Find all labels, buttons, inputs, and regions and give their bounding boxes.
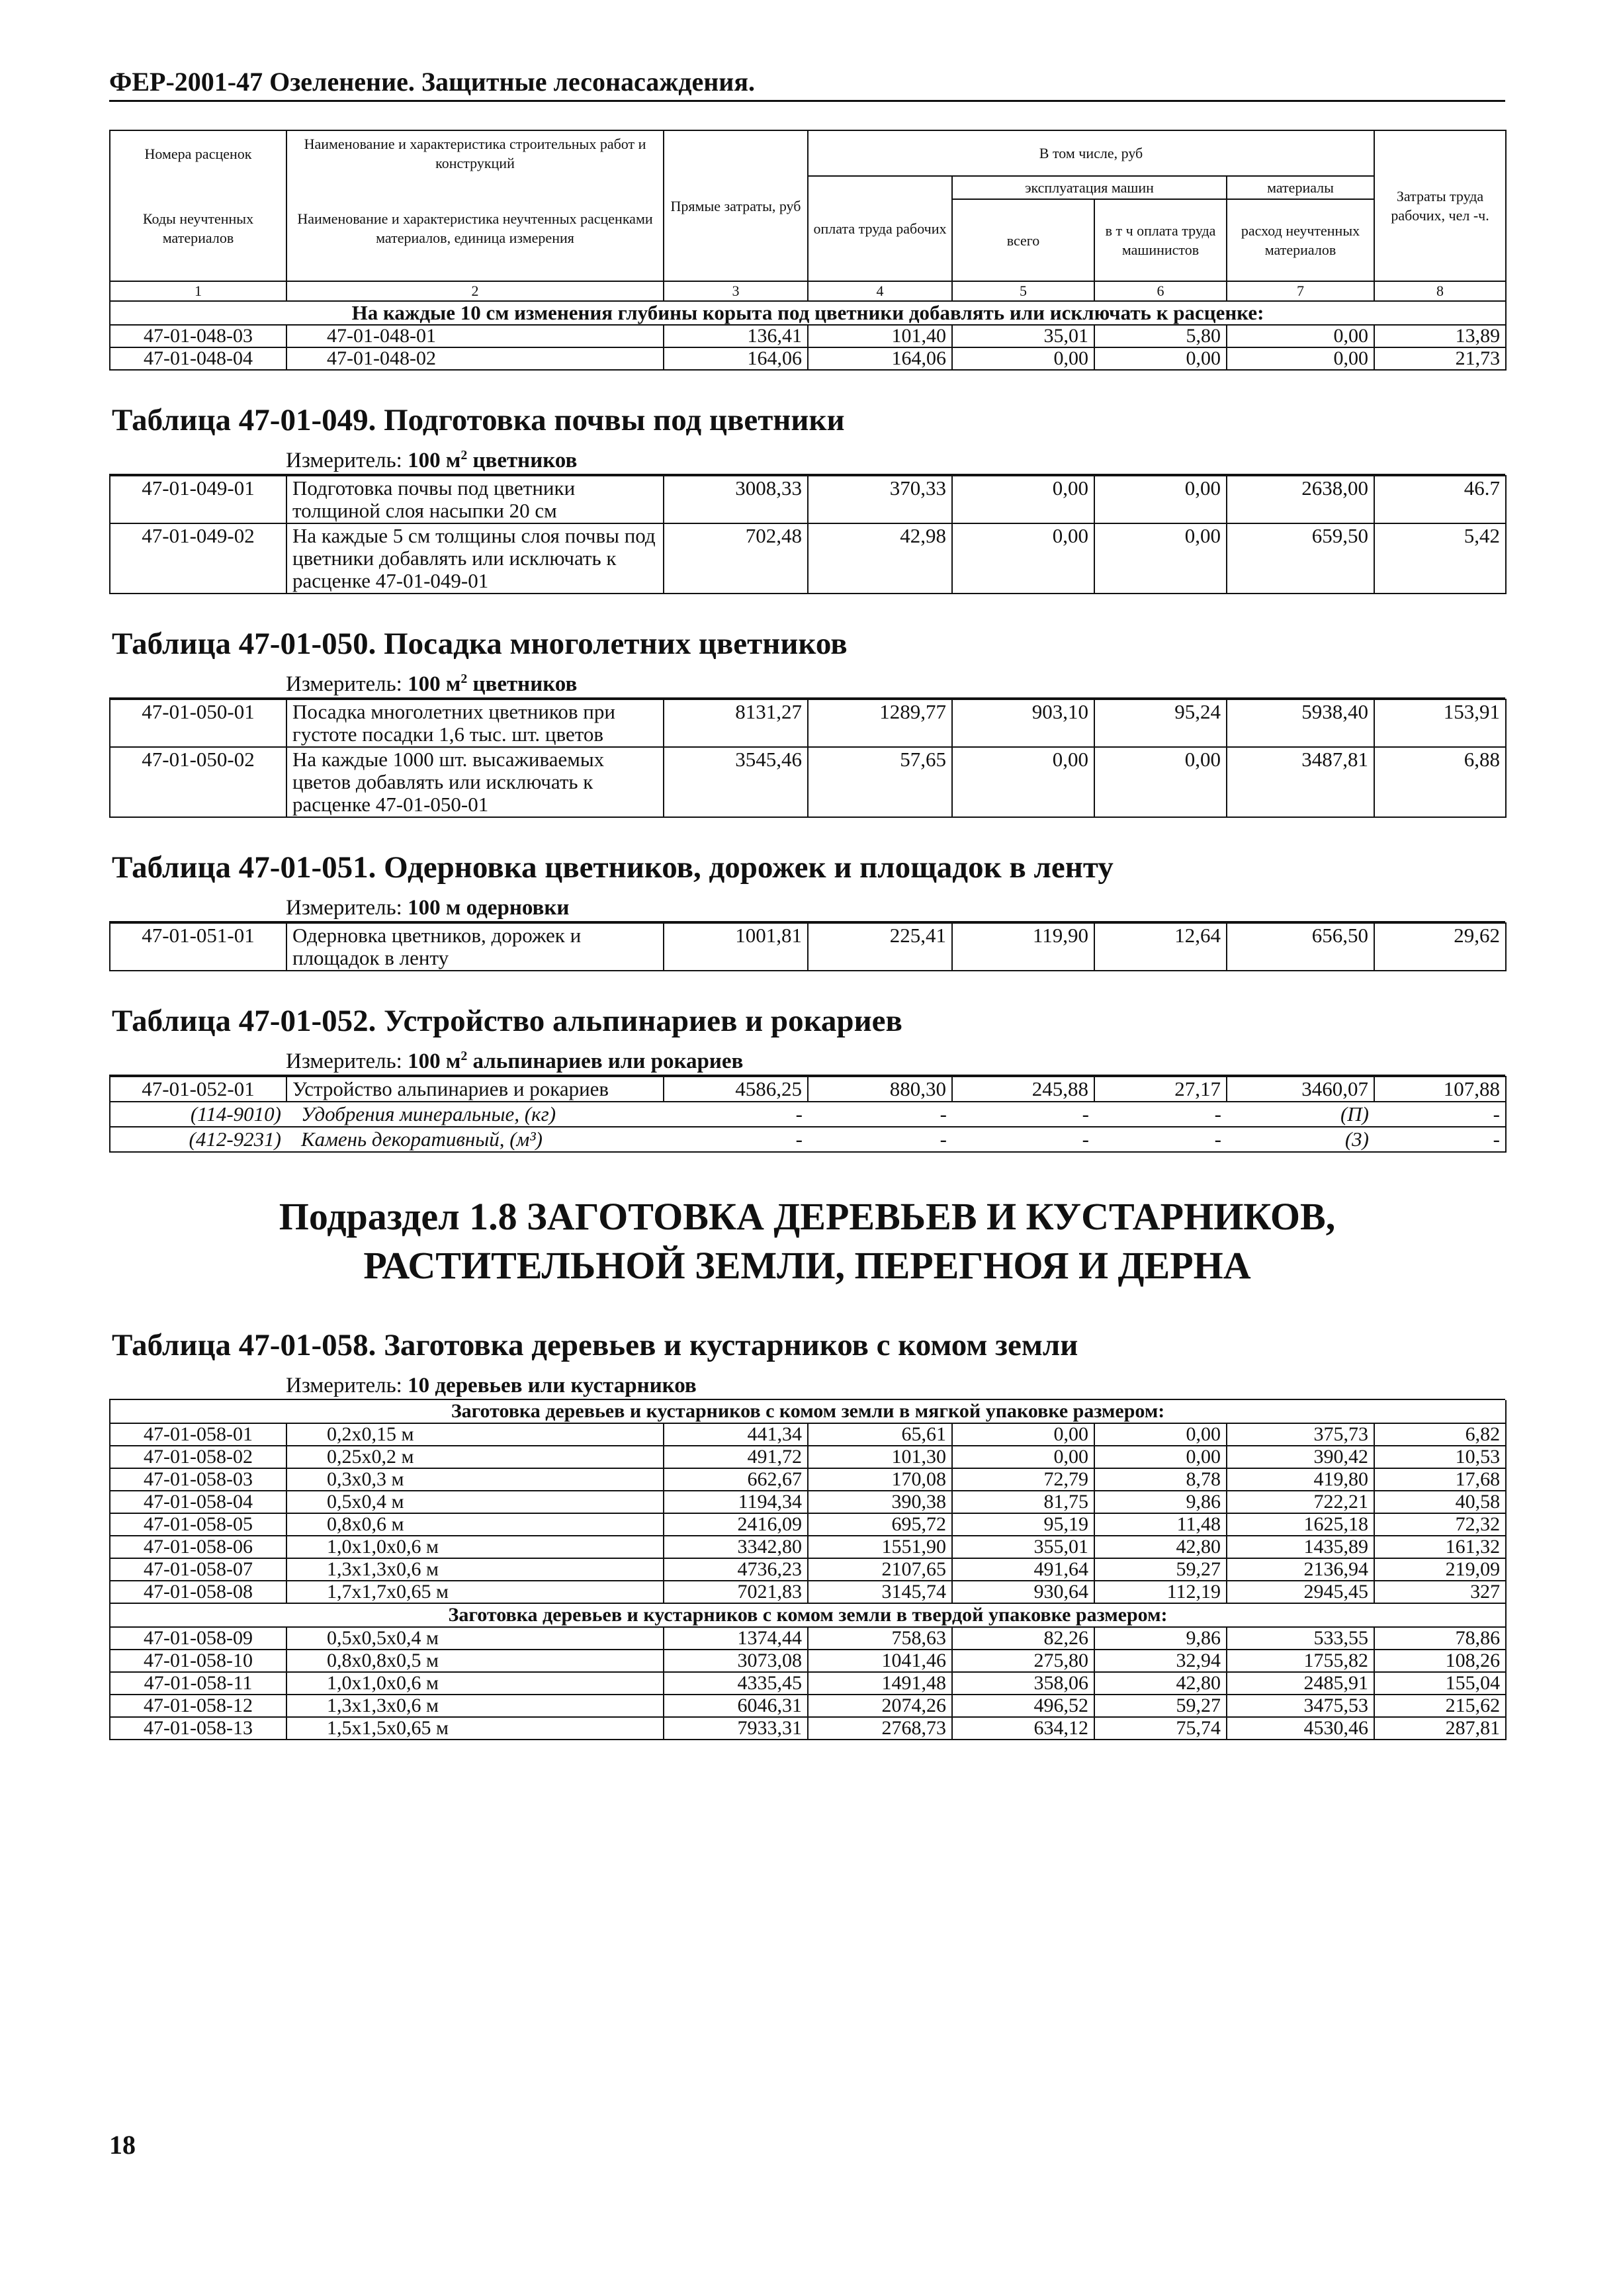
- col-labor-costs: Затраты труда рабочих, чел -ч.: [1374, 130, 1506, 281]
- col-direct-costs: Прямые затраты, руб: [664, 130, 808, 281]
- machines-total-cell: 0,00: [952, 1446, 1094, 1468]
- machinist-wages-cell: 42,80: [1094, 1672, 1227, 1695]
- table-051-measure: Измеритель: 100 м одерновки: [109, 895, 1505, 922]
- worker-wages-cell: 1289,77: [808, 699, 952, 747]
- machinist-wages-cell: 32,94: [1094, 1650, 1227, 1672]
- direct-costs-cell: 3545,46: [664, 747, 808, 817]
- worker-wages-cell: 695,72: [808, 1513, 952, 1536]
- size-cell: 1,3х1,3х0,6 м: [286, 1695, 664, 1717]
- rate-name-cell: Устройство альпинариев и рокариев: [286, 1077, 664, 1102]
- direct-costs-cell: 6046,31: [664, 1695, 808, 1717]
- machines-total-cell: 0,00: [952, 476, 1094, 523]
- machinist-wages-cell: 75,74: [1094, 1717, 1227, 1740]
- table-050-title: Таблица 47-01-050. Посадка многолетних цветников: [112, 627, 848, 661]
- materials-cost-cell: 1755,82: [1227, 1650, 1374, 1672]
- table-049-measure: Измеритель: 100 $м^2$ цветников: [109, 447, 1505, 475]
- material-direct-costs-cell: -: [664, 1102, 808, 1127]
- table-048-continuation: [109, 302, 1507, 371]
- worker-wages-cell: 1041,46: [808, 1650, 952, 1672]
- machines-total-cell: 119,90: [952, 923, 1094, 971]
- material-machines-total-cell: -: [952, 1102, 1094, 1127]
- material-labor-costs-cell: -: [1374, 1102, 1506, 1127]
- machinist-wages-cell: 59,27: [1094, 1695, 1227, 1717]
- material-machinist-wages-cell: -: [1094, 1102, 1227, 1127]
- machines-total-cell: 355,01: [952, 1536, 1094, 1558]
- column-numbers-row: [110, 281, 1506, 301]
- size-cell: 0,3х0,3 м: [286, 1468, 664, 1491]
- rate-code-cell: 47-01-058-13: [110, 1717, 286, 1740]
- material-machines-total-cell: -: [952, 1127, 1094, 1152]
- machinist-wages-cell: 0,00: [1094, 747, 1227, 817]
- rate-code-cell: 47-01-058-03: [110, 1468, 286, 1491]
- size-cell: 0,8х0,8х0,5 м: [286, 1650, 664, 1672]
- rate-code-cell: 47-01-058-04: [110, 1491, 286, 1513]
- table-row: [110, 699, 1506, 747]
- col-rate-numbers: Номера расценок: [110, 130, 286, 176]
- material-worker-wages-cell: -: [808, 1127, 952, 1152]
- rate-code-cell: 47-01-058-10: [110, 1650, 286, 1672]
- machines-total-cell: 0,00: [952, 523, 1094, 594]
- direct-costs-cell: 1194,34: [664, 1491, 808, 1513]
- rate-code-cell: 47-01-058-05: [110, 1513, 286, 1536]
- worker-wages-cell: 390,38: [808, 1491, 952, 1513]
- machines-total-cell: 491,64: [952, 1558, 1094, 1581]
- rate-code-cell: 47-01-048-03: [110, 325, 286, 347]
- group-soft-packing: Заготовка деревьев и кустарников с комом земли в мягкой упаковке размером:: [110, 1400, 1506, 1423]
- rate-name-cell: 47-01-048-01: [286, 325, 664, 347]
- table-052-measure: Измеритель: 100 $м^2$ альпинариев или рокариев: [109, 1048, 1505, 1076]
- direct-costs-cell: 7933,31: [664, 1717, 808, 1740]
- material-machinist-wages-cell: -: [1094, 1127, 1227, 1152]
- materials-cost-cell: 419,80: [1227, 1468, 1374, 1491]
- labor-costs-cell: 10,53: [1374, 1446, 1506, 1468]
- rate-name-cell: На каждые 1000 шт. высаживаемых цветов добавлять или исключать к расценке 47-01-050-01: [286, 747, 664, 817]
- materials-cost-cell: 3460,07: [1227, 1077, 1374, 1102]
- materials-cost-cell: 659,50: [1227, 523, 1374, 594]
- rate-code-cell: 47-01-058-09: [110, 1627, 286, 1650]
- worker-wages-cell: 758,63: [808, 1627, 952, 1650]
- machines-total-cell: 496,52: [952, 1695, 1094, 1717]
- labor-costs-cell: 40,58: [1374, 1491, 1506, 1513]
- direct-costs-cell: 2416,09: [664, 1513, 808, 1536]
- materials-cost-cell: 3487,81: [1227, 747, 1374, 817]
- material-rate-name-cell: Удобрения минеральные, (кг): [286, 1102, 664, 1127]
- table-051: [109, 922, 1507, 971]
- machines-total-cell: 358,06: [952, 1672, 1094, 1695]
- size-cell: 0,2х0,15 м: [286, 1423, 664, 1446]
- labor-costs-cell: 219,09: [1374, 1558, 1506, 1581]
- machines-total-cell: 81,75: [952, 1491, 1094, 1513]
- size-cell: 1,0х1,0х0,6 м: [286, 1672, 664, 1695]
- machines-total-cell: 903,10: [952, 699, 1094, 747]
- direct-costs-cell: 441,34: [664, 1423, 808, 1446]
- worker-wages-cell: 880,30: [808, 1077, 952, 1102]
- worker-wages-cell: 370,33: [808, 476, 952, 523]
- rate-code-cell: 47-01-058-02: [110, 1446, 286, 1468]
- machines-total-cell: 82,26: [952, 1627, 1094, 1650]
- labor-costs-cell: 72,32: [1374, 1513, 1506, 1536]
- table-row: [110, 1581, 1506, 1603]
- table-row: [110, 1513, 1506, 1536]
- table-row: [110, 523, 1506, 594]
- group-hard-packing: Заготовка деревьев и кустарников с комом земли в твердой упаковке размером:: [110, 1603, 1506, 1627]
- labor-costs-cell: 13,89: [1374, 325, 1506, 347]
- labor-costs-cell: 78,86: [1374, 1627, 1506, 1650]
- table-058-measure: Измеритель: 10 деревьев или кустарников: [109, 1372, 1505, 1400]
- column-number: 2: [286, 281, 664, 301]
- table-row: [110, 1717, 1506, 1740]
- table-050-measure: Измеритель: 100 $м^2$ цветников: [109, 671, 1505, 699]
- col-work-name: Наименование и характеристика строительных работ и конструкций: [286, 130, 664, 176]
- direct-costs-cell: 3342,80: [664, 1536, 808, 1558]
- materials-cost-cell: 0,00: [1227, 325, 1374, 347]
- machines-total-cell: 245,88: [952, 1077, 1094, 1102]
- labor-costs-cell: 46.7: [1374, 476, 1506, 523]
- rate-name-cell: На каждые 5 см толщины слоя почвы под цветники добавлять или исключать к расценке 47-01-049-01: [286, 523, 664, 594]
- machinist-wages-cell: 95,24: [1094, 699, 1227, 747]
- note-048: На каждые 10 см изменения глубины корыта под цветники добавлять или исключать к расценке:: [110, 302, 1506, 325]
- materials-cost-cell: 375,73: [1227, 1423, 1374, 1446]
- column-number: 5: [952, 281, 1094, 301]
- table-row: [110, 1558, 1506, 1581]
- machines-total-cell: 35,01: [952, 325, 1094, 347]
- rate-name-cell: Посадка многолетних цветников при густоте посадки 1,6 тыс. шт. цветов: [286, 699, 664, 747]
- materials-cost-cell: 2638,00: [1227, 476, 1374, 523]
- material-row: [110, 1127, 1506, 1152]
- table-052: [109, 1076, 1507, 1153]
- materials-cost-cell: 533,55: [1227, 1627, 1374, 1650]
- table-row: [110, 923, 1506, 971]
- material-row: [110, 1102, 1506, 1127]
- worker-wages-cell: 3145,74: [808, 1581, 952, 1603]
- machines-total-cell: 275,80: [952, 1650, 1094, 1672]
- machines-total-cell: 72,79: [952, 1468, 1094, 1491]
- machinist-wages-cell: 0,00: [1094, 523, 1227, 594]
- direct-costs-cell: 136,41: [664, 325, 808, 347]
- material-rate-code-cell: (412-9231): [110, 1127, 286, 1152]
- labor-costs-cell: 5,42: [1374, 523, 1506, 594]
- column-number: 1: [110, 281, 286, 301]
- table-row: [110, 1627, 1506, 1650]
- table-row: [110, 1423, 1506, 1446]
- rate-code-cell: 47-01-058-06: [110, 1536, 286, 1558]
- direct-costs-cell: 164,06: [664, 347, 808, 370]
- materials-cost-cell: 1625,18: [1227, 1513, 1374, 1536]
- size-cell: 1,5х1,5х0,65 м: [286, 1717, 664, 1740]
- machinist-wages-cell: 0,00: [1094, 476, 1227, 523]
- table-row: [110, 1536, 1506, 1558]
- direct-costs-cell: 4586,25: [664, 1077, 808, 1102]
- material-rate-code-cell: (114-9010): [110, 1102, 286, 1127]
- table-058-title: Таблица 47-01-058. Заготовка деревьев и кустарников с комом земли: [112, 1328, 1078, 1362]
- worker-wages-cell: 225,41: [808, 923, 952, 971]
- column-number: 6: [1094, 281, 1227, 301]
- direct-costs-cell: 4736,23: [664, 1558, 808, 1581]
- machinist-wages-cell: 9,86: [1094, 1491, 1227, 1513]
- machinist-wages-cell: 5,80: [1094, 325, 1227, 347]
- rate-code-cell: 47-01-052-01: [110, 1077, 286, 1102]
- table-row: [110, 1468, 1506, 1491]
- direct-costs-cell: 1001,81: [664, 923, 808, 971]
- direct-costs-cell: 491,72: [664, 1446, 808, 1468]
- worker-wages-cell: 1491,48: [808, 1672, 952, 1695]
- machines-total-cell: 0,00: [952, 1423, 1094, 1446]
- direct-costs-cell: 702,48: [664, 523, 808, 594]
- column-number: 7: [1227, 281, 1374, 301]
- worker-wages-cell: 1551,90: [808, 1536, 952, 1558]
- worker-wages-cell: 101,30: [808, 1446, 952, 1468]
- table-052-title: Таблица 47-01-052. Устройство альпинариев и рокариев: [112, 1004, 902, 1038]
- materials-cost-cell: 3475,53: [1227, 1695, 1374, 1717]
- direct-costs-cell: 3008,33: [664, 476, 808, 523]
- machinist-wages-cell: 11,48: [1094, 1513, 1227, 1536]
- rate-name-cell: Подготовка почвы под цветники толщиной слоя насыпки 20 см: [286, 476, 664, 523]
- labor-costs-cell: 155,04: [1374, 1672, 1506, 1695]
- table-051-title: Таблица 47-01-051. Одерновка цветников, дорожек и площадок в ленту: [112, 850, 1114, 885]
- col-materials: материалы: [1227, 176, 1374, 199]
- machinist-wages-cell: 0,00: [1094, 1446, 1227, 1468]
- machinist-wages-cell: 0,00: [1094, 1423, 1227, 1446]
- materials-cost-cell: 390,42: [1227, 1446, 1374, 1468]
- materials-cost-cell: 1435,89: [1227, 1536, 1374, 1558]
- size-cell: 0,5х0,4 м: [286, 1491, 664, 1513]
- table-row: [110, 1650, 1506, 1672]
- page-number: 18: [109, 2130, 136, 2160]
- table-row: [110, 1446, 1506, 1468]
- col-worker-wages: оплата труда рабочих: [808, 176, 952, 281]
- col-machine-operation: эксплуатация машин: [952, 176, 1227, 199]
- machinist-wages-cell: 9,86: [1094, 1627, 1227, 1650]
- table-058: [109, 1400, 1507, 1740]
- material-labor-costs-cell: -: [1374, 1127, 1506, 1152]
- material-direct-costs-cell: -: [664, 1127, 808, 1152]
- machinist-wages-cell: 12,64: [1094, 923, 1227, 971]
- labor-costs-cell: 327: [1374, 1581, 1506, 1603]
- labor-costs-cell: 161,32: [1374, 1536, 1506, 1558]
- material-worker-wages-cell: -: [808, 1102, 952, 1127]
- column-number: 4: [808, 281, 952, 301]
- rate-code-cell: 47-01-058-01: [110, 1423, 286, 1446]
- rate-code-cell: 47-01-049-01: [110, 476, 286, 523]
- material-materials-cost-cell: (П): [1227, 1102, 1374, 1127]
- materials-cost-cell: 656,50: [1227, 923, 1374, 971]
- labor-costs-cell: 29,62: [1374, 923, 1506, 971]
- worker-wages-cell: 170,08: [808, 1468, 952, 1491]
- col-machines-total: всего: [952, 199, 1094, 281]
- labor-costs-cell: 153,91: [1374, 699, 1506, 747]
- column-header-table: [109, 130, 1507, 302]
- labor-costs-cell: 215,62: [1374, 1695, 1506, 1717]
- materials-cost-cell: 2485,91: [1227, 1672, 1374, 1695]
- rate-code-cell: 47-01-050-01: [110, 699, 286, 747]
- labor-costs-cell: 107,88: [1374, 1077, 1506, 1102]
- machinist-wages-cell: 8,78: [1094, 1468, 1227, 1491]
- rate-code-cell: 47-01-058-11: [110, 1672, 286, 1695]
- worker-wages-cell: 65,61: [808, 1423, 952, 1446]
- machinist-wages-cell: 112,19: [1094, 1581, 1227, 1603]
- size-cell: 1,7х1,7х0,65 м: [286, 1581, 664, 1603]
- direct-costs-cell: 662,67: [664, 1468, 808, 1491]
- size-cell: 1,0х1,0х0,6 м: [286, 1536, 664, 1558]
- col-group-including: В том числе, руб: [808, 130, 1374, 176]
- document-page: [109, 66, 1505, 1740]
- table-050: [109, 699, 1507, 818]
- rate-code-cell: 47-01-049-02: [110, 523, 286, 594]
- machines-total-cell: 0,00: [952, 747, 1094, 817]
- machinist-wages-cell: 0,00: [1094, 347, 1227, 370]
- machinist-wages-cell: 59,27: [1094, 1558, 1227, 1581]
- rate-code-cell: 47-01-051-01: [110, 923, 286, 971]
- worker-wages-cell: 2074,26: [808, 1695, 952, 1717]
- col-material-codes: Коды неучтенных материалов: [110, 176, 286, 281]
- column-number: 8: [1374, 281, 1506, 301]
- materials-cost-cell: 722,21: [1227, 1491, 1374, 1513]
- materials-cost-cell: 5938,40: [1227, 699, 1374, 747]
- subsection-line-2: РАСТИТЕЛЬНОЙ ЗЕМЛИ, ПЕРЕГНОЯ И ДЕРНА: [363, 1244, 1251, 1287]
- table-row: [110, 1491, 1506, 1513]
- machines-total-cell: 95,19: [952, 1513, 1094, 1536]
- rate-code-cell: 47-01-048-04: [110, 347, 286, 370]
- machinist-wages-cell: 27,17: [1094, 1077, 1227, 1102]
- labor-costs-cell: 17,68: [1374, 1468, 1506, 1491]
- machinist-wages-cell: 42,80: [1094, 1536, 1227, 1558]
- materials-cost-cell: 4530,46: [1227, 1717, 1374, 1740]
- material-materials-cost-cell: (3): [1227, 1127, 1374, 1152]
- direct-costs-cell: 3073,08: [664, 1650, 808, 1672]
- col-machinist-wages: в т ч оплата труда машинистов: [1094, 199, 1227, 281]
- subsection-line-1: Подраздел 1.8 ЗАГОТОВКА ДЕРЕВЬЕВ И КУСТАРНИКОВ,: [279, 1195, 1336, 1238]
- machines-total-cell: 634,12: [952, 1717, 1094, 1740]
- direct-costs-cell: 4335,45: [664, 1672, 808, 1695]
- size-cell: 0,8х0,6 м: [286, 1513, 664, 1536]
- rate-code-cell: 47-01-058-12: [110, 1695, 286, 1717]
- table-row: [110, 347, 1506, 370]
- direct-costs-cell: 7021,83: [664, 1581, 808, 1603]
- direct-costs-cell: 8131,27: [664, 699, 808, 747]
- materials-cost-cell: 0,00: [1227, 347, 1374, 370]
- size-cell: 0,5х0,5х0,4 м: [286, 1627, 664, 1650]
- document-header: ФЕР-2001-47 Озеленение. Защитные лесонасаждения.: [109, 66, 1505, 102]
- labor-costs-cell: 287,81: [1374, 1717, 1506, 1740]
- rate-code-cell: 47-01-058-07: [110, 1558, 286, 1581]
- size-cell: 0,25х0,2 м: [286, 1446, 664, 1468]
- table-049-title: Таблица 47-01-049. Подготовка почвы под цветники: [112, 403, 845, 437]
- col-unaccounted-materials: расход неучтенных материалов: [1227, 199, 1374, 281]
- worker-wages-cell: 42,98: [808, 523, 952, 594]
- rate-code-cell: 47-01-058-08: [110, 1581, 286, 1603]
- machines-total-cell: 930,64: [952, 1581, 1094, 1603]
- size-cell: 1,3х1,3х0,6 м: [286, 1558, 664, 1581]
- direct-costs-cell: 1374,44: [664, 1627, 808, 1650]
- rate-code-cell: 47-01-050-02: [110, 747, 286, 817]
- table-row: [110, 1077, 1506, 1102]
- labor-costs-cell: 108,26: [1374, 1650, 1506, 1672]
- labor-costs-cell: 6,82: [1374, 1423, 1506, 1446]
- table-row: [110, 1672, 1506, 1695]
- table-row: [110, 476, 1506, 523]
- table-049: [109, 475, 1507, 594]
- rate-name-cell: Одерновка цветников, дорожек и площадок в ленту: [286, 923, 664, 971]
- worker-wages-cell: 57,65: [808, 747, 952, 817]
- table-row: [110, 325, 1506, 347]
- subsection-heading: [109, 1192, 1505, 1290]
- worker-wages-cell: 2768,73: [808, 1717, 952, 1740]
- worker-wages-cell: 2107,65: [808, 1558, 952, 1581]
- worker-wages-cell: 164,06: [808, 347, 952, 370]
- materials-cost-cell: 2136,94: [1227, 1558, 1374, 1581]
- rate-name-cell: 47-01-048-02: [286, 347, 664, 370]
- column-number: 3: [664, 281, 808, 301]
- table-row: [110, 747, 1506, 817]
- machines-total-cell: 0,00: [952, 347, 1094, 370]
- labor-costs-cell: 6,88: [1374, 747, 1506, 817]
- table-row: [110, 1695, 1506, 1717]
- material-rate-name-cell: Камень декоративный, (м³): [286, 1127, 664, 1152]
- labor-costs-cell: 21,73: [1374, 347, 1506, 370]
- materials-cost-cell: 2945,45: [1227, 1581, 1374, 1603]
- col-material-names: Наименование и характеристика неучтенных расценками материалов, единица измерения: [286, 176, 664, 281]
- worker-wages-cell: 101,40: [808, 325, 952, 347]
